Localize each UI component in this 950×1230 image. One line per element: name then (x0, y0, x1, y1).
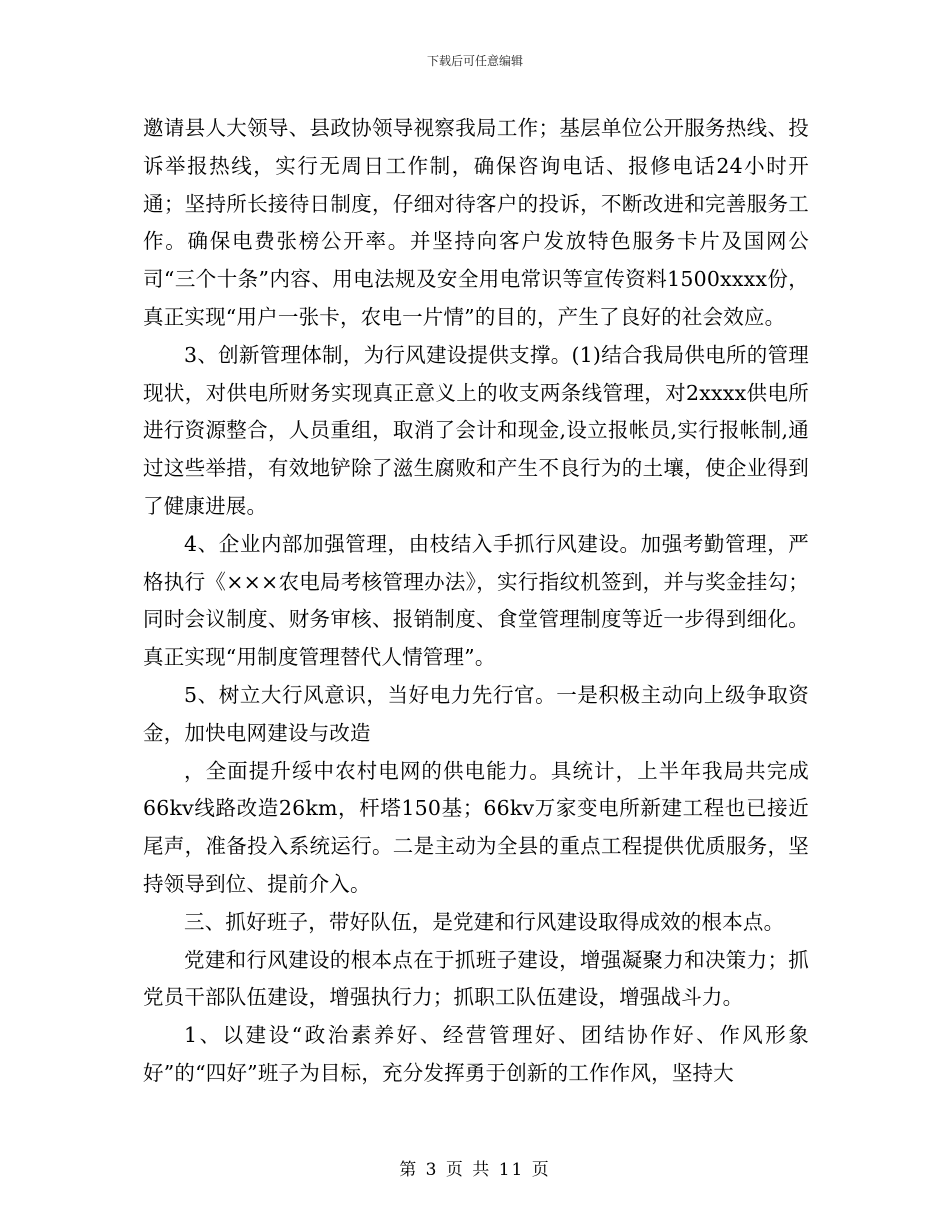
page-header: 下载后可任意编辑 (426, 54, 523, 68)
paragraph-7: 1、以建设“政治素养好、经营管理好、团结协作好、作风形象好”的“四好”班子为目标，充分发挥勇于创新的工作作风，坚持大 (143, 1023, 809, 1085)
paragraph-3: 4、企业内部加强管理，由枝结入手抓行风建设。加强考勤管理，严格执行《×××农电局考核管理办法》，实行指纹机签到，并与奖金挂勾；同时会议制度、财务审核、报销制度、食堂管理制度等近一步得到细化。真正实现“用制度管理替代人情管理”。 (143, 531, 809, 670)
paragraph-1: 邀请县人大领导、县政协领导视察我局工作；基层单位公开服务热线、投诉举报热线，实行无周日工作制，确保咨询电话、报修电话24小时开通；坚持所长接待日制度，仔细对待客户的投诉，不断改进和完善服务工作。确保电费张榜公开率。并坚持向客户发放特色服务卡片及国网公司“三个十条”内容、用电法规及安全用电常识等宣传资料1500xxxx份，真正实现“用户一张卡，农电一片情”的目的，产生了良好的社会效应。 (143, 116, 809, 329)
page-footer: 第 3 页 共 11 页 (399, 1160, 551, 1180)
paragraph-2: 3、创新管理体制，为行风建设提供支撑。(1)结合我局供电所的管理现状，对供电所财务实现真正意义上的收支两条线管理，对2xxxx供电所进行资源整合，人员重组，取消了会计和现金,设立报帐员,实行报帐制,通过这些举措，有效地铲除了滋生腐败和产生不良行为的土壤，使企业得到了健康进展。 (143, 342, 809, 518)
document-body (143, 110, 809, 1093)
paragraph-4: 5、树立大行风意识，当好电力先行官。一是积极主动向上级争取资金，加快电网建设与改造 (143, 682, 809, 745)
paragraph-6: 党建和行风建设的根本点在于抓班子建设，增强凝聚力和决策力；抓党员干部队伍建设，增强执行力；抓职工队伍建设，增强战斗力。 (143, 947, 809, 1010)
paragraph-5: ，全面提升绥中农村电网的供电能力。具统计，上半年我局共完成66kv线路改造26km，杆塔150基；66kv万家变电所新建工程也已接近尾声，准备投入系统运行。二是主动为全县的重点工程提供优质服务，坚持领导到位、提前介入。 (143, 758, 809, 896)
section-heading: 三、抓好班子，带好队伍，是党建和行风建设取得成效的根本点。 (184, 909, 785, 934)
